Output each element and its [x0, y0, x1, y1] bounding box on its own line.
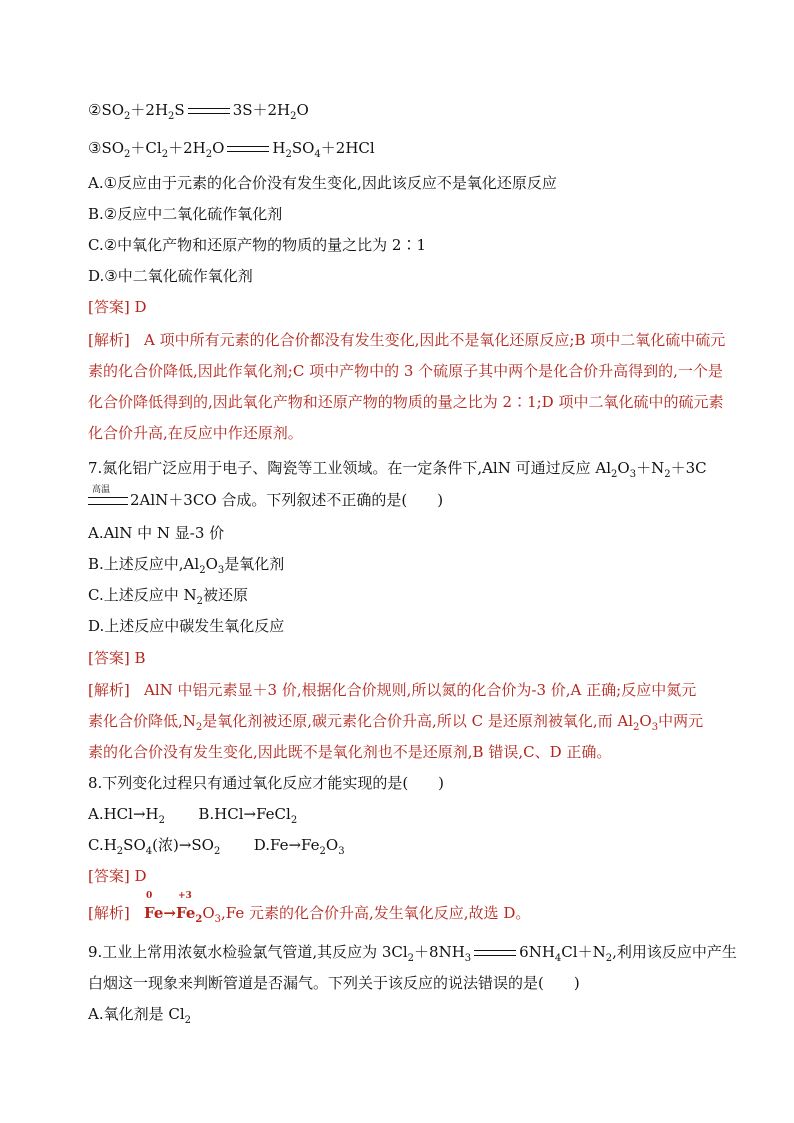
eq-sub: 2 [124, 149, 131, 160]
q8-answer: [答案] D [88, 867, 147, 885]
q8-stem: 8.下列变化过程只有通过氧化反应才能实现的是( ) [88, 774, 445, 792]
eq-text: ＋2H [168, 139, 206, 157]
q7-option-d: D.上述反应中碳发生氧化反应 [88, 617, 285, 635]
q-text: ＋3C [670, 459, 707, 477]
equals-sign [188, 108, 230, 114]
q-text: Cl＋N [561, 943, 606, 961]
eq-text: S [174, 101, 185, 119]
analysis-sub: 3 [651, 722, 659, 733]
q-sub: 3 [217, 565, 225, 576]
q-sub: 4 [554, 953, 562, 964]
q7-stem-line1 [88, 458, 707, 478]
q-sub: 2 [664, 469, 671, 480]
q-sub: 2 [319, 846, 326, 857]
q-text: A.氧化剂是 Cl [88, 1005, 185, 1023]
q7-option-a: A.AlN 中 N 显-3 价 [88, 524, 225, 542]
valence-mark: +3 [177, 891, 192, 901]
q-sub: 2 [158, 815, 165, 826]
analysis-sub: 2 [633, 722, 640, 733]
eq-sub: 4 [314, 149, 321, 160]
q-text: ＋8NH [414, 943, 465, 961]
eq-text: ＋2HCl [320, 139, 375, 157]
eq-sub: 2 [285, 149, 292, 160]
analysis-text: 是氧化剂被还原,碳元素化合价升高,所以 C 是还原剂被氧化,而 Al [202, 712, 633, 730]
q-text: ＋N [636, 459, 665, 477]
eq-text: H [272, 139, 286, 157]
eq-text: SO [291, 139, 315, 157]
analysis-sub: 2 [195, 722, 203, 733]
q-text: C.H [88, 836, 117, 854]
q-sub: 2 [407, 953, 415, 964]
q-sub: 2 [213, 846, 221, 857]
eq-sub: 2 [205, 149, 213, 160]
q9-stem-line2: 白烟这一现象来判断管道是否漏气。下列关于该反应的说法错误的是( ) [88, 974, 580, 992]
q6-analysis [88, 325, 728, 449]
eq-text: SO [101, 101, 125, 119]
analysis-text: 中两元 [658, 712, 704, 730]
q-sub: 2 [611, 469, 618, 480]
q9-option-a [88, 1004, 191, 1024]
eq-sub: 2 [290, 111, 297, 122]
circled-number: ② [88, 101, 102, 119]
analysis-text: A 项中所有元素的化合价都没有发生变化,因此不是氧化还原反应;B 项中二氧化硫中硫元素的化合价降低,因此作氧化剂;C 项中产物中的 3 个硫原子其中两个是化合价升高得到的,一个是化合价降低得到的,因此氧化产物和还原产物的物质的量之比为 2∶1;D 项中二氧化硫中的硫元素化合价升高,在反应中作还原剂。 [88, 331, 726, 442]
q-sub: 2 [116, 846, 124, 857]
analysis-label: [解析] [88, 681, 130, 699]
q-sub: 2 [199, 565, 206, 576]
valence-mark: 0 [146, 891, 153, 901]
q-text: B.上述反应中,Al [88, 555, 200, 573]
q-text: (浓)→SO [152, 836, 214, 854]
q6-option-a: A.①反应由于元素的化合价没有发生变化,因此该反应不是氧化还原反应 [88, 174, 557, 192]
q-text: SO [123, 836, 146, 854]
q-text: ,利用该反应中产生 [612, 943, 737, 961]
q-text: 2AlN＋3CO 合成。下列叙述不正确的是( ) [130, 491, 444, 509]
q-text: 9.工业上常用浓氨水检验氯气管道,其反应为 3Cl [88, 943, 408, 961]
q7-stem-line2 [88, 485, 444, 510]
q8-analysis [88, 891, 531, 925]
q7-analysis-line2 [88, 711, 703, 731]
fe-with-valence-3 [175, 891, 196, 923]
q6-option-c: C.②中氧化产物和还原产物的物质的量之比为 2∶1 [88, 236, 427, 254]
q-text: 6NH [519, 943, 555, 961]
q-text: A.HCl→H [88, 805, 159, 823]
q7-answer: [答案] B [88, 649, 146, 667]
q-sub: 3 [338, 846, 345, 857]
analysis-label: [解析] [88, 331, 130, 349]
eq-text: 3S＋2H [232, 101, 291, 119]
circled-number: ③ [88, 139, 102, 157]
eq-sub: 2 [124, 111, 131, 122]
q8-options-cd [88, 835, 345, 855]
q7-option-c [88, 585, 248, 605]
q-sub: 2 [290, 815, 298, 826]
eq-text: SO [101, 139, 125, 157]
q-text: 被还原 [202, 586, 248, 604]
eq-text: O [296, 101, 309, 119]
element-symbol: Fe [144, 904, 164, 922]
q-text: O [205, 555, 218, 573]
q-sub: 2 [196, 596, 203, 607]
q6-answer: [答案] D [88, 298, 147, 316]
q-text: B.HCl→FeCl [198, 805, 291, 823]
q8-options-ab [88, 804, 297, 824]
eq-text: ＋2H [130, 101, 169, 119]
q7-analysis-line3: 素的化合价没有发生变化,因此既不是氧化剂也不是还原剂,B 错误,C、D 正确。 [88, 743, 612, 761]
q-sub: 3 [464, 953, 472, 964]
q-text: O [325, 836, 339, 854]
analysis-label: [解析] [88, 904, 130, 922]
equation-2 [88, 100, 309, 120]
analysis-sub: 2 [195, 914, 203, 925]
q7-option-b [88, 554, 284, 574]
equals-sign [474, 950, 516, 956]
eq-sub: 2 [161, 149, 169, 160]
fe-with-valence-0 [144, 891, 164, 923]
equals-sign [227, 146, 269, 152]
equation-3 [88, 138, 375, 158]
q-text: D.Fe→Fe [253, 836, 320, 854]
condition-label: 高温 [92, 485, 111, 495]
analysis-sub: 3 [214, 914, 222, 925]
q6-option-d: D.③中二氧化硫作氧化剂 [88, 267, 253, 285]
q-sub: 3 [629, 469, 637, 480]
arrow: → [163, 904, 176, 922]
analysis-text: O [202, 904, 215, 922]
q-text: 是氧化剂 [224, 555, 285, 573]
analysis-text: ,Fe 元素的化合价升高,发生氧化反应,故选 D。 [221, 904, 531, 922]
q-sub: 4 [145, 846, 153, 857]
eq-text: ＋Cl [130, 139, 162, 157]
q9-stem-line1 [88, 942, 737, 962]
analysis-text: 素化合价降低,N [88, 712, 196, 730]
q-text: C.上述反应中 N [88, 586, 197, 604]
element-symbol: Fe [175, 904, 196, 922]
eq-sub: 2 [168, 111, 175, 122]
q-sub: 2 [184, 1015, 192, 1026]
reaction-condition-sign [88, 485, 128, 505]
q-text: O [617, 459, 630, 477]
q6-option-b: B.②反应中二氧化硫作氧化剂 [88, 205, 283, 223]
analysis-text: O [639, 712, 652, 730]
analysis-text: AlN 中铝元素显＋3 价,根据化合价规则,所以氮的化合价为-3 价,A 正确;反应中氮元 [144, 681, 697, 699]
q-text: 7.氮化铝广泛应用于电子、陶瓷等工业领域。在一定条件下,AlN 可通过反应 Al [88, 459, 612, 477]
q-sub: 2 [605, 953, 613, 964]
eq-text: O [212, 139, 225, 157]
q7-analysis-line1 [88, 680, 696, 700]
